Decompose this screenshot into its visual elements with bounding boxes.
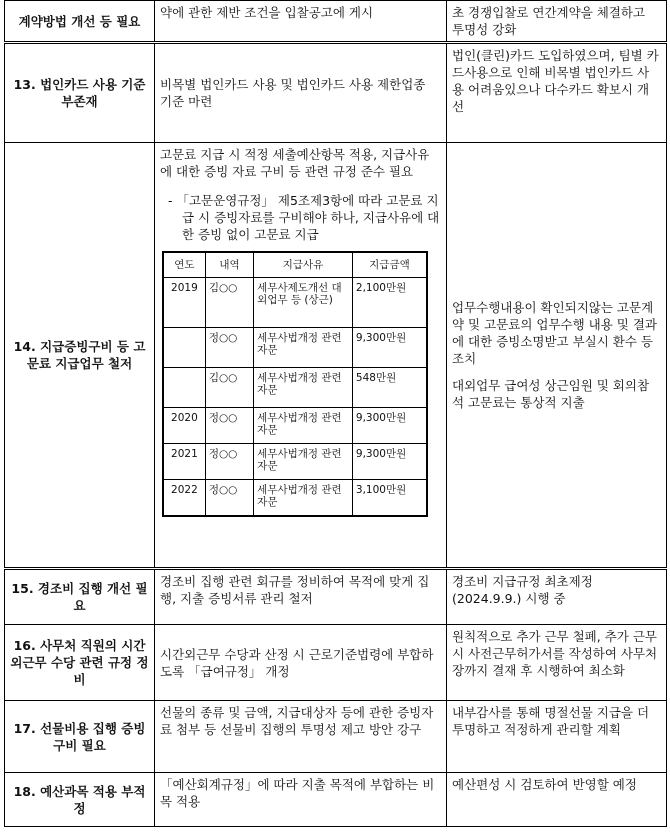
col-header-name: 내역	[205, 252, 253, 278]
table-row	[5, 1, 667, 43]
action-text: 내부감사를 통해 명절선물 지급을 더 투명하고 적정하게 관리할 계획	[452, 705, 650, 737]
spacer	[452, 367, 661, 377]
payment-table	[162, 251, 428, 517]
issue-text: 비목별 법인카드 사용 및 법인카드 사용 제한업종 기준 마련	[160, 77, 426, 109]
issue-bullet: - 「고문운영규정」 제5조제3항에 따라 고문료 지급 시 증빙자료를 구비해야 하나, 지급사유에 대한 증빙 없이 고문료 지급	[168, 193, 440, 242]
action-cell	[447, 701, 667, 773]
issue-cell	[155, 701, 447, 773]
issue-cell	[155, 143, 447, 569]
payment-year: 2021	[163, 444, 205, 480]
payment-name: 김○○	[205, 278, 253, 328]
audit-findings-table	[4, 0, 667, 827]
payment-year	[163, 328, 205, 368]
action-cell	[447, 43, 667, 143]
action-text: 원칙적으로 추가 근무 철폐, 추가 근무 시 사전근무허가서를 작성하여 사무처장까지 결재 후 시행하여 최소화	[452, 629, 658, 678]
payment-year: 2020	[163, 408, 205, 444]
issue-cell	[155, 625, 447, 701]
issue-text: 고문료 지급 시 적정 세출예산항목 적용, 지급사유에 대한 증빙 자료 구비 등 관련 규정 준수 필요	[160, 147, 430, 179]
payment-year: 2019	[163, 278, 205, 328]
payment-year	[163, 368, 205, 408]
payment-row	[163, 278, 427, 328]
table-row	[5, 773, 667, 827]
issue-cell	[155, 1, 447, 43]
payment-reason: 세무사법개정 관련 자문	[254, 368, 353, 408]
action-cell	[447, 773, 667, 827]
action-text: 예산편성 시 검토하여 반영할 예정	[452, 777, 637, 792]
payment-amount: 9,300만원	[352, 444, 427, 480]
payment-amount: 2,100만원	[352, 278, 427, 328]
payment-reason: 세무사법개정 관련 자문	[254, 480, 353, 516]
action-text: 대외업무 급여성 상근임원 및 회의참석 고문료는 통상적 지출	[452, 378, 650, 410]
payment-amount: 548만원	[352, 368, 427, 408]
payment-amount: 9,300만원	[352, 328, 427, 368]
table-row	[5, 701, 667, 773]
payment-row	[163, 408, 427, 444]
payment-table-header	[163, 252, 427, 278]
issue-text: 「예산회계규정」에 따라 지출 목적에 부합하는 비목 적용	[160, 777, 435, 809]
payment-row	[163, 480, 427, 516]
payment-amount: 3,100만원	[352, 480, 427, 516]
issue-cell	[155, 569, 447, 625]
payment-amount: 9,300만원	[352, 408, 427, 444]
payment-row	[163, 368, 427, 408]
issue-cell	[155, 43, 447, 143]
col-header-reason: 지급사유	[254, 252, 353, 278]
payment-row	[163, 328, 427, 368]
col-header-year: 연도	[163, 252, 205, 278]
payment-row	[163, 444, 427, 480]
row-header: 18. 예산과목 적용 부적정	[5, 773, 155, 827]
issue-text: 약에 관한 제반 조건을 입찰공고에 게시	[160, 5, 374, 20]
row-header: 17. 선물비용 집행 증빙 구비 필요	[5, 701, 155, 773]
payment-name: 김○○	[205, 368, 253, 408]
payment-name: 정○○	[205, 328, 253, 368]
issue-text: 선물의 종류 및 금액, 지급대상자 등에 관한 증빙자료 첨부 등 선물비 집행의 투명성 제고 방안 강구	[160, 705, 434, 737]
issue-text: 경조비 집행 관련 회규를 정비하여 목적에 맞게 집행, 지출 증빙서류 관리 철저	[160, 574, 430, 606]
payment-reason: 세무사법개정 관련 자문	[254, 328, 353, 368]
payment-reason: 세무사제도개선 대외업무 등 (상근)	[254, 278, 353, 328]
action-cell	[447, 143, 667, 569]
action-text: 법인(클린)카드 도입하였으며, 팀별 카드사용으로 인해 비목별 법인카드 사용 어려움있으나 다수카드 확보시 개선	[452, 48, 659, 114]
action-cell	[447, 625, 667, 701]
table-row	[5, 625, 667, 701]
row-header: 13. 법인카드 사용 기준 부존재	[5, 43, 155, 143]
payment-reason: 세무사법개정 관련 자문	[254, 444, 353, 480]
action-cell	[447, 569, 667, 625]
issue-cell	[155, 773, 447, 827]
action-text: 초 경쟁입찰로 연간계약을 체결하고 투명성 강화	[452, 5, 646, 37]
table-row	[5, 143, 667, 569]
payment-reason: 세무사법개정 관련 자문	[254, 408, 353, 444]
table-row	[5, 569, 667, 625]
issue-text: 시간외근무 수당과 산정 시 근로기준법령에 부합하도록 「급여규정」 개정	[160, 646, 434, 679]
action-cell	[447, 1, 667, 43]
action-text: 업무수행내용이 확인되지않는 고문계약 및 고문료의 업무수행 내용 및 결과에 대한 증빙소명받고 부실시 환수 등 조치	[452, 300, 657, 366]
row-header: 15. 경조비 집행 개선 필요	[5, 569, 155, 625]
payment-name: 정○○	[205, 444, 253, 480]
col-header-amount: 지급금액	[352, 252, 427, 278]
payment-year: 2022	[163, 480, 205, 516]
action-text: 경조비 지급규정 최초제정(2024.9.9.) 시행 중	[452, 574, 593, 606]
table-row	[5, 43, 667, 143]
row-header: 계약방법 개선 등 필요	[5, 1, 155, 43]
payment-name: 정○○	[205, 408, 253, 444]
row-header: 16. 사무처 직원의 시간외근무 수당 관련 규정 정비	[5, 625, 155, 701]
payment-name: 정○○	[205, 480, 253, 516]
row-header: 14. 지급증빙구비 등 고문료 지급업무 철저	[5, 143, 155, 569]
